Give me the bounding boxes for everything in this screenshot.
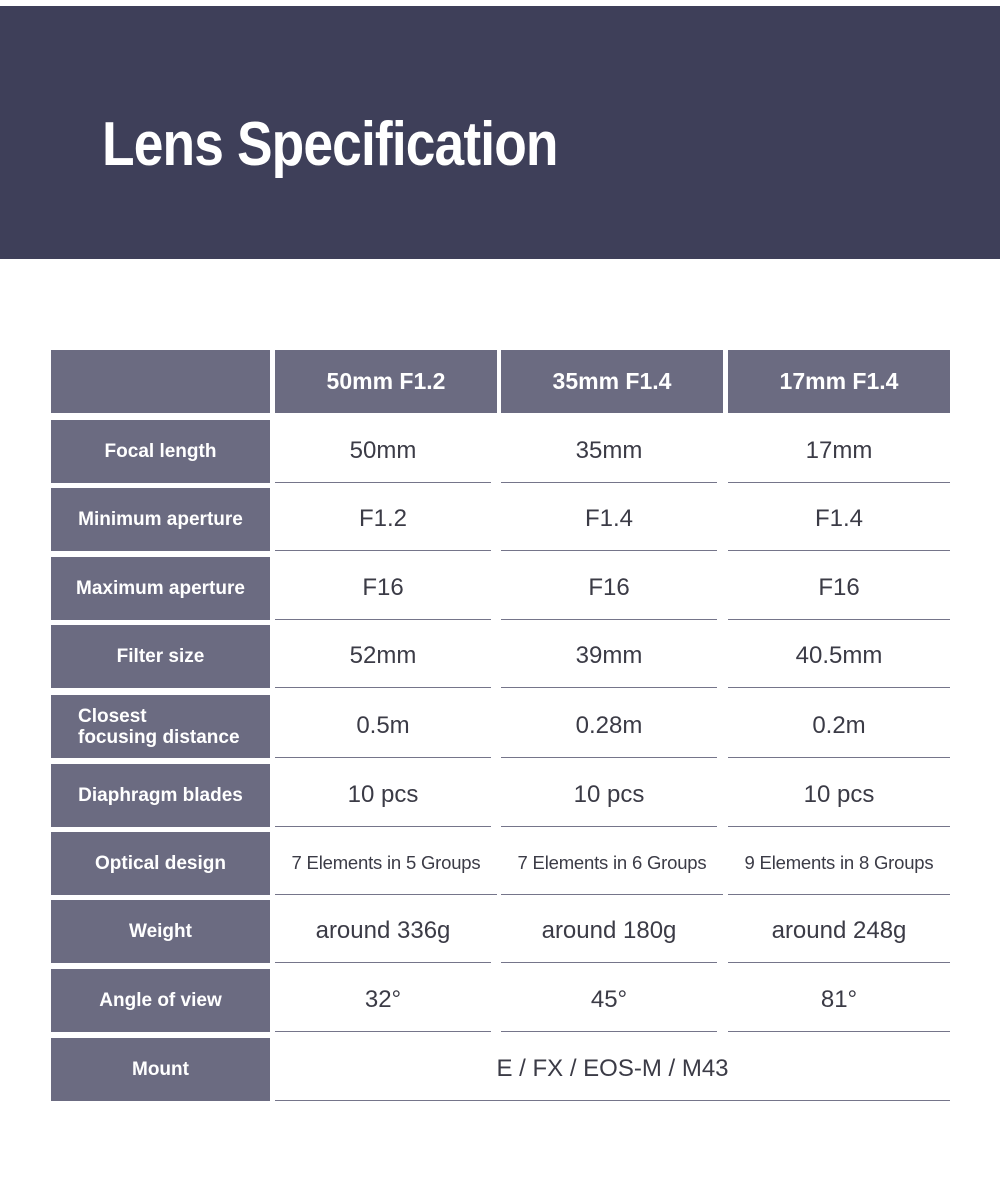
- row-label-focal-length: Focal length: [51, 420, 270, 483]
- value-cell: 50mm: [275, 420, 491, 483]
- value-cell: 52mm: [275, 625, 491, 688]
- row-label-optical-design: Optical design: [51, 832, 270, 895]
- row-label-mount: Mount: [51, 1038, 270, 1101]
- row-label-text: Closest focusing distance: [78, 705, 240, 748]
- row-label-closest-focusing-distance: [51, 695, 270, 758]
- value-cell: around 180g: [501, 900, 717, 963]
- value-cell: 0.5m: [275, 695, 491, 758]
- value-cell: 0.2m: [728, 695, 950, 758]
- value-cell: F16: [728, 557, 950, 620]
- value-cell: F16: [501, 557, 717, 620]
- column-header-50mm: 50mm F1.2: [275, 350, 497, 413]
- value-cell: 7 Elements in 6 Groups: [501, 832, 723, 895]
- value-cell: 10 pcs: [728, 764, 950, 827]
- row-label-weight: Weight: [51, 900, 270, 963]
- value-cell: 35mm: [501, 420, 717, 483]
- value-cell: F16: [275, 557, 491, 620]
- value-cell: 81°: [728, 969, 950, 1032]
- value-cell: around 336g: [275, 900, 491, 963]
- value-cell: 10 pcs: [501, 764, 717, 827]
- row-label-filter-size: Filter size: [51, 625, 270, 688]
- value-cell: 32°: [275, 969, 491, 1032]
- value-cell-mount: E / FX / EOS-M / M43: [275, 1038, 950, 1101]
- value-cell: 39mm: [501, 625, 717, 688]
- column-header-35mm: 35mm F1.4: [501, 350, 723, 413]
- value-cell: 40.5mm: [728, 625, 950, 688]
- column-header-17mm: 17mm F1.4: [728, 350, 950, 413]
- value-cell: 10 pcs: [275, 764, 491, 827]
- corner-cell: [51, 350, 270, 413]
- value-cell: 17mm: [728, 420, 950, 483]
- value-cell: F1.4: [501, 488, 717, 551]
- page-title: Lens Specification: [102, 110, 558, 179]
- value-cell: 7 Elements in 5 Groups: [275, 832, 497, 895]
- value-cell: F1.4: [728, 488, 950, 551]
- row-label-angle-of-view: Angle of view: [51, 969, 270, 1032]
- value-cell: around 248g: [728, 900, 950, 963]
- row-label-maximum-aperture: Maximum aperture: [51, 557, 270, 620]
- value-cell: 9 Elements in 8 Groups: [728, 832, 950, 895]
- value-cell: F1.2: [275, 488, 491, 551]
- row-label-minimum-aperture: Minimum aperture: [51, 488, 270, 551]
- value-cell: 0.28m: [501, 695, 717, 758]
- value-cell: 45°: [501, 969, 717, 1032]
- row-label-diaphragm-blades: Diaphragm blades: [51, 764, 270, 827]
